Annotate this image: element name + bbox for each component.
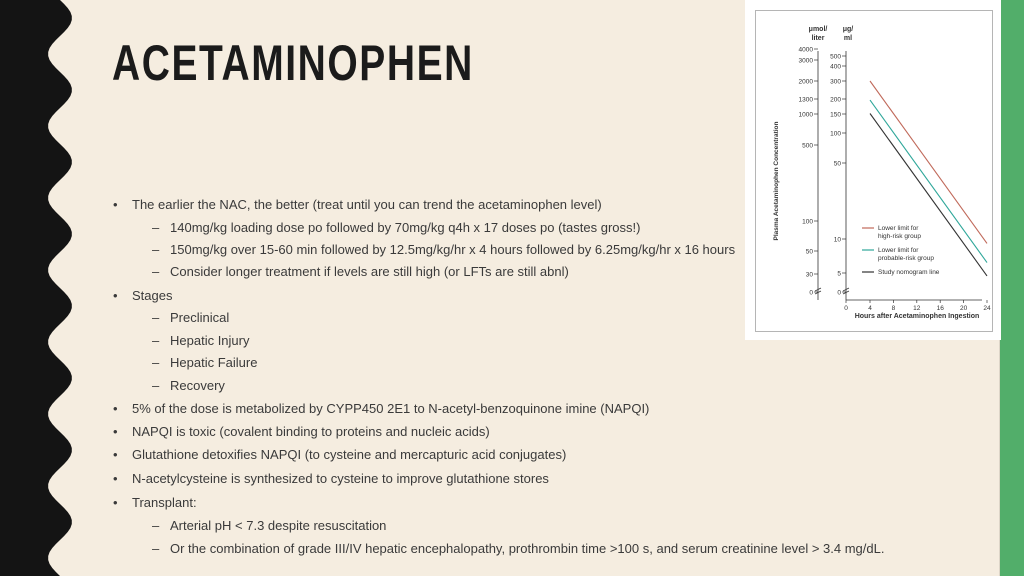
y-tick-label-left: 0 [809, 289, 813, 297]
bullet-text: Glutathione detoxifies NAPQI (to cysteine and mercapturic acid conjugates) [132, 447, 567, 462]
y-tick-label-right: 5 [837, 270, 841, 278]
x-tick-label: 4 [868, 305, 872, 312]
bullet-mark: – [152, 220, 160, 235]
legend-label: Lower limit for [878, 247, 919, 254]
bullet-mark: • [113, 197, 118, 212]
legend-label: high-risk group [878, 233, 921, 240]
bullet-item [113, 401, 650, 417]
y-tick-label-right: 100 [830, 130, 841, 138]
sub-bullet-item [152, 518, 387, 534]
y-tick-label-left: 1300 [798, 96, 813, 104]
sub-bullet-item [152, 242, 736, 258]
bullet-item [113, 197, 602, 213]
bullet-item [113, 288, 173, 304]
bullet-item [113, 424, 490, 440]
y-unit-left-label: μmol/ [808, 26, 828, 33]
bullet-text: Consider longer treatment if levels are still high (or LFTs are still abnl) [170, 264, 569, 279]
bullet-mark: • [113, 288, 118, 303]
bullet-item [113, 471, 549, 487]
bullet-item [113, 495, 197, 511]
legend-label: Lower limit for [878, 225, 919, 232]
x-tick-label: 0 [844, 305, 848, 312]
x-tick-label: 8 [891, 305, 896, 312]
bullet-text: Arterial pH < 7.3 despite resuscitation [170, 518, 387, 533]
y-tick-label-left: 4000 [798, 46, 813, 54]
legend-label: Study nomogram line [878, 269, 940, 276]
slide-title: ACETAMINOPHEN [112, 35, 474, 91]
nomogram-figure [745, 0, 1001, 340]
nomogram-chart [756, 11, 992, 331]
legend-label: probable-risk group [878, 255, 935, 262]
bullet-text: 5% of the dose is metabolized by CYPP450 2E1 to N-acetyl-benzoquinone imine (NAPQI) [132, 401, 650, 416]
sub-bullet-item [152, 355, 258, 371]
bullet-mark: – [152, 264, 160, 279]
sub-bullet-item [152, 220, 641, 236]
y-tick-label-left: 1000 [798, 111, 813, 119]
sub-bullet-item [152, 541, 885, 557]
y-tick-label-right: 300 [830, 78, 841, 86]
bullet-mark: • [113, 495, 118, 510]
bullet-mark: • [113, 401, 118, 416]
y-tick-label-right: 10 [833, 236, 841, 244]
bullet-mark: – [152, 378, 160, 393]
bullet-mark: – [152, 310, 160, 325]
y-tick-label-left: 3000 [798, 57, 813, 65]
x-tick-label: 12 [913, 305, 921, 312]
bullet-text: N-acetylcysteine is synthesized to cysteine to improve glutathione stores [132, 471, 549, 486]
y-tick-label-right: 50 [833, 160, 841, 168]
bullet-text: Hepatic Injury [170, 333, 250, 348]
y-tick-label-left: 30 [805, 271, 813, 279]
y-tick-label-left: 500 [802, 142, 813, 150]
sub-bullet-item [152, 378, 225, 394]
bullet-text: NAPQI is toxic (covalent binding to proteins and nucleic acids) [132, 424, 490, 439]
y-unit-right-label: μg/ [842, 26, 854, 33]
bullet-text: The earlier the NAC, the better (treat until you can trend the acetaminophen level) [132, 197, 602, 212]
bullet-text: 140mg/kg loading dose po followed by 70mg/kg q4h x 17 doses po (tastes gross!) [170, 220, 641, 235]
sub-bullet-item [152, 310, 230, 326]
bullet-mark: – [152, 242, 160, 257]
x-tick-label: 24 [983, 305, 991, 312]
bullet-mark: – [152, 541, 160, 556]
bullet-text: Recovery [170, 378, 225, 393]
y-axis-label: Plasma Acetaminophen Concentration [773, 121, 780, 241]
sub-bullet-item [152, 333, 250, 349]
chart-frame [755, 10, 993, 332]
y-tick-label-right: 150 [830, 111, 841, 119]
y-tick-label-right: 200 [830, 96, 841, 104]
y-tick-label-left: 100 [802, 218, 813, 226]
bullet-mark: • [113, 424, 118, 439]
bullet-item [113, 447, 567, 463]
bullet-mark: • [113, 447, 118, 462]
y-tick-label-right: 500 [830, 53, 841, 61]
y-unit-left-label: liter [811, 35, 825, 42]
bullet-text: Hepatic Failure [170, 355, 258, 370]
bullet-text: 150mg/kg over 15-60 min followed by 12.5mg/kg/hr x 4 hours followed by 6.25mg/kg/hr x 16 hours [170, 242, 736, 257]
bullet-text: Or the combination of grade III/IV hepatic encephalopathy, prothrombin time >100 s, and serum creatinine level > 3.4 mg/dL. [170, 541, 885, 556]
series-line-1 [870, 81, 987, 243]
x-tick-label: 16 [936, 305, 944, 312]
y-tick-label-right: 0 [837, 289, 841, 297]
bullet-mark: • [113, 471, 118, 486]
bullet-mark: – [152, 333, 160, 348]
y-unit-right-label: ml [843, 35, 853, 42]
bullet-text: Stages [132, 288, 173, 303]
y-tick-label-left: 2000 [798, 78, 813, 86]
bullet-text: Preclinical [170, 310, 230, 325]
y-tick-label-right: 400 [830, 63, 841, 71]
bullet-mark: – [152, 355, 160, 370]
bullet-text: Transplant: [132, 495, 197, 510]
x-axis-label: Hours after Acetaminophen Ingestion [854, 313, 980, 320]
y-tick-label-left: 50 [805, 248, 813, 256]
bullet-mark: – [152, 518, 160, 533]
sub-bullet-item [152, 264, 569, 280]
x-tick-label: 20 [959, 305, 968, 312]
